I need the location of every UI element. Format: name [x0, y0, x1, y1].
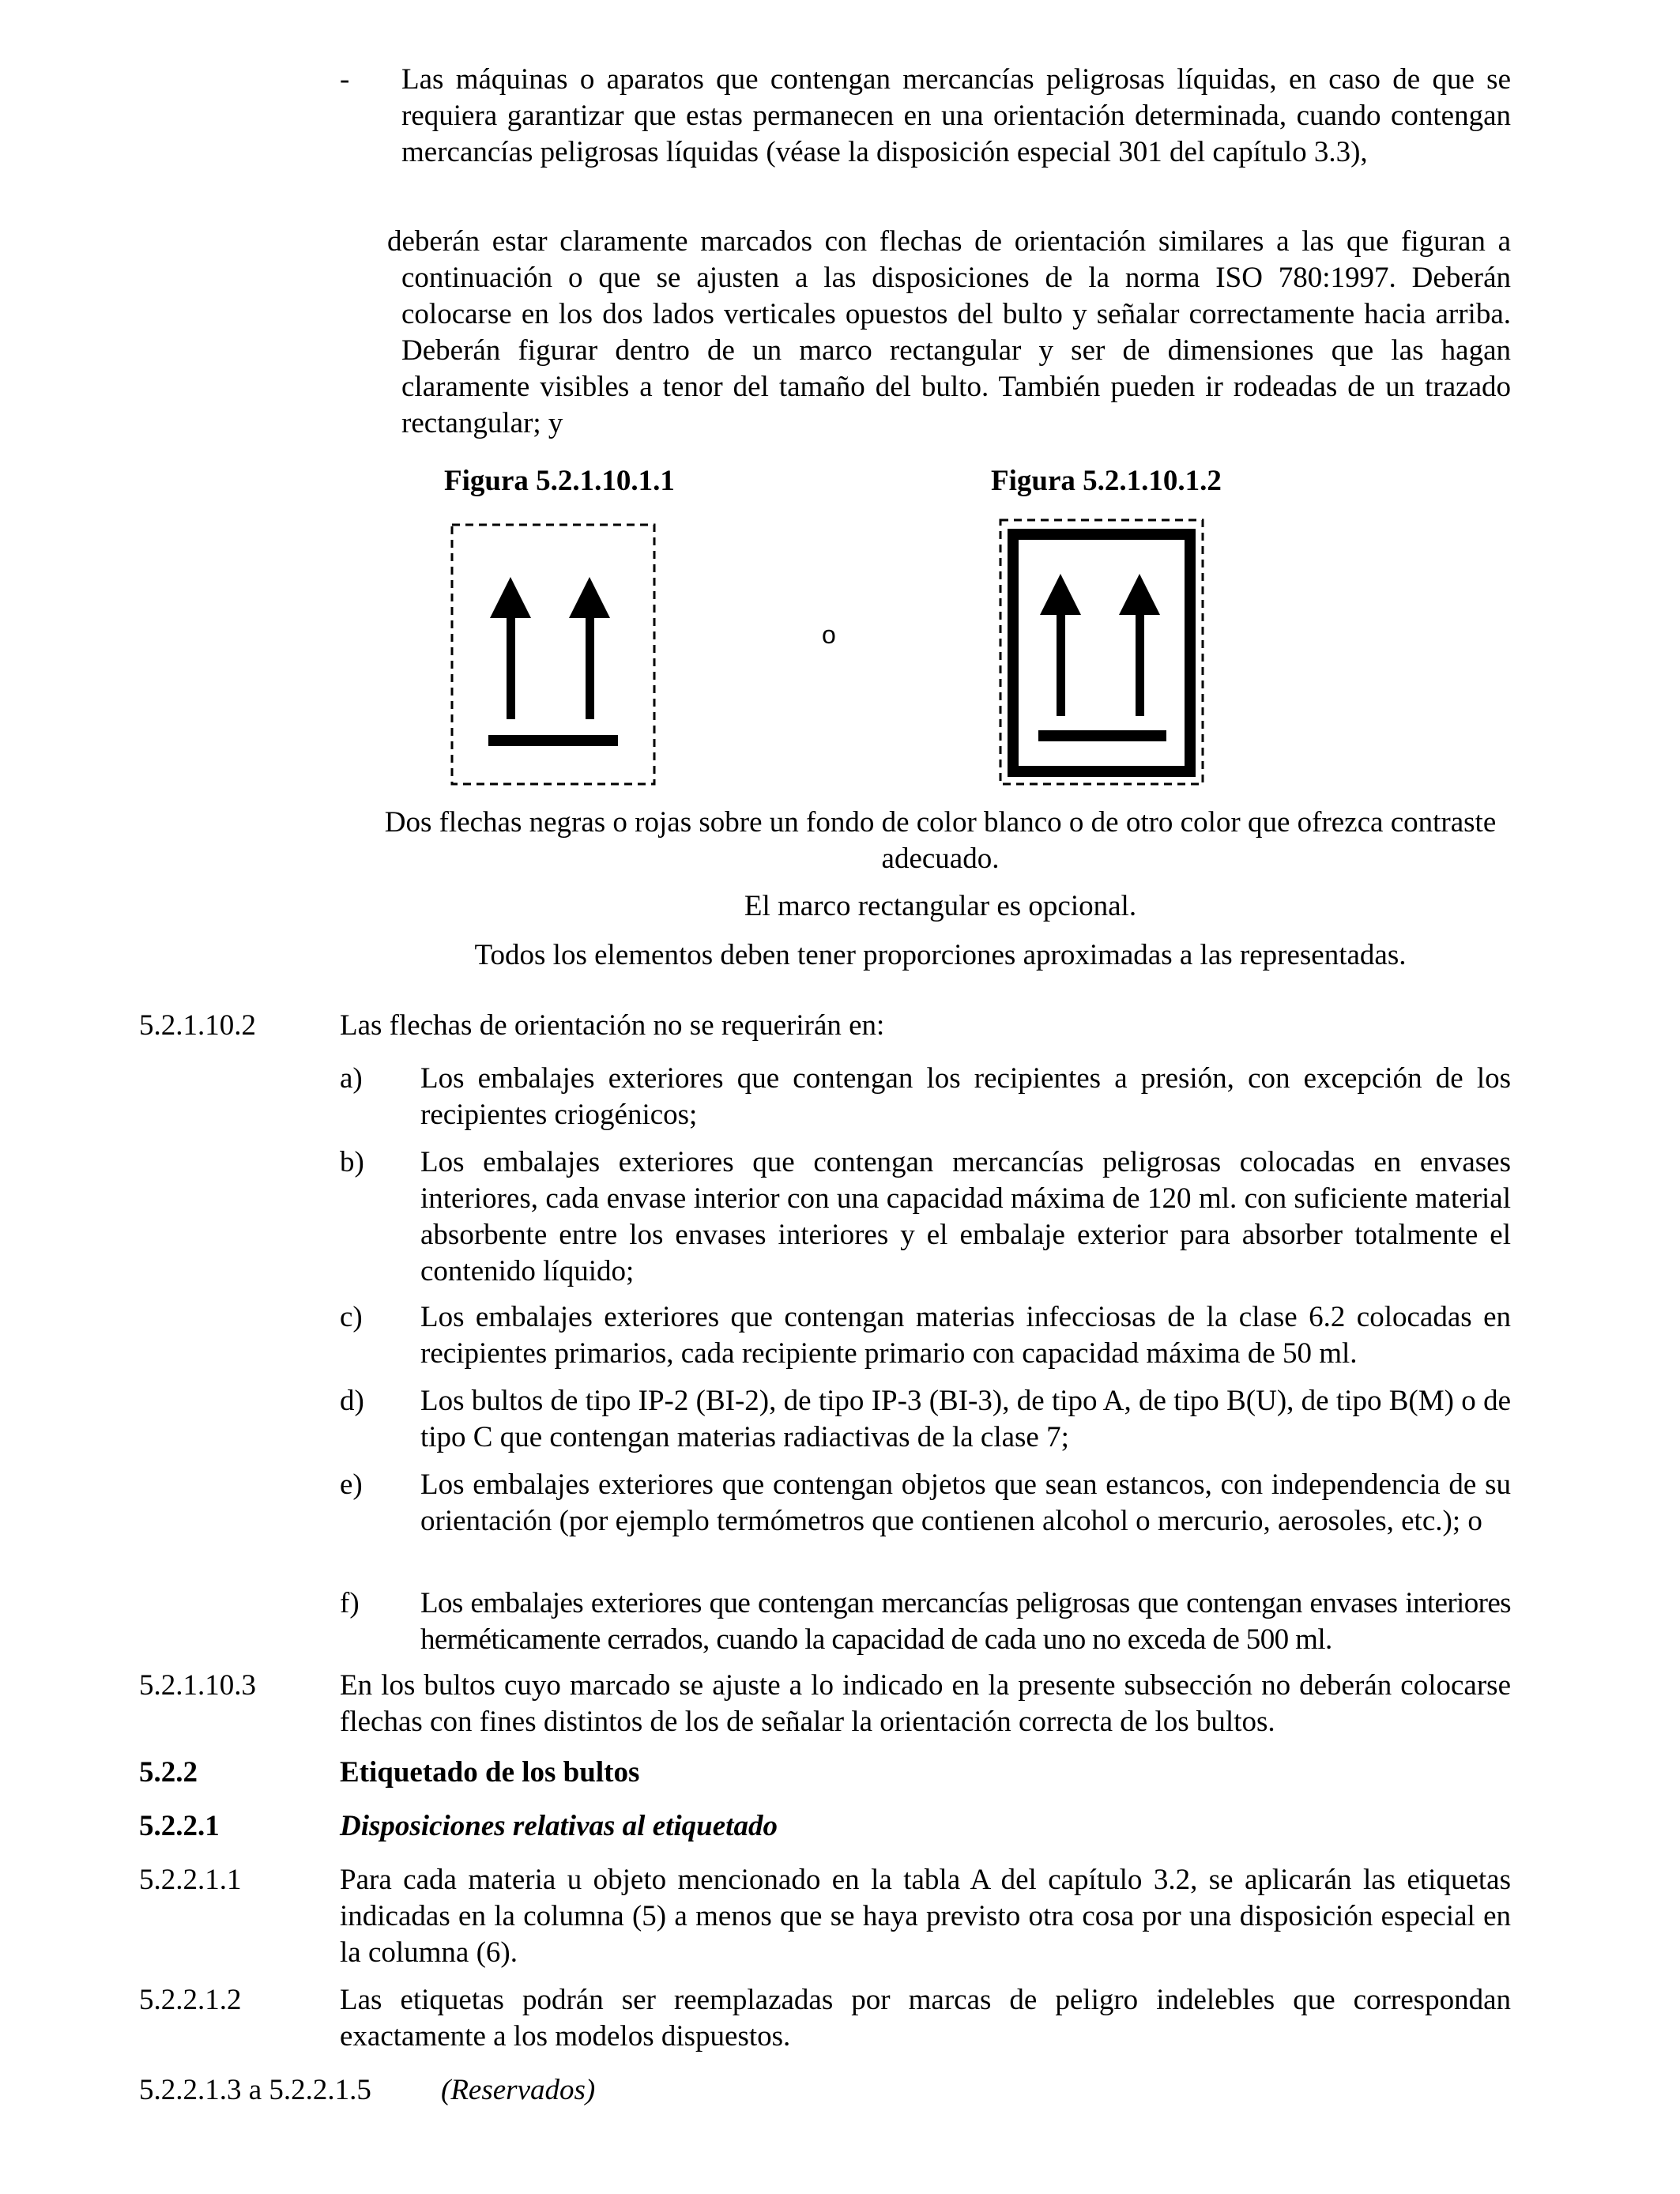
- subsection-heading: Disposiciones relativas al etiquetado: [340, 1810, 778, 1842]
- section-text: Las flechas de orientación no se requerirán en:: [340, 1009, 885, 1042]
- list-item-text: Los embalajes exteriores que contengan mercancías peligrosas que contengan envases interiores herméticamente cerrados, cuando la capacidad de cada uno no exceda de 500 ml.: [420, 1587, 1511, 1656]
- section-text: Las etiquetas podrán ser reemplazadas por marcas de peligro indelebles que correspondan exactamente a los modelos dispuestos.: [340, 1984, 1511, 2053]
- list-item-letter: b): [340, 1146, 364, 1178]
- figure-2-title: Figura 5.2.1.10.1.2: [991, 465, 1222, 497]
- section-number: 5.2.2.1.1: [139, 1864, 242, 1896]
- section-text: En los bultos cuyo marcado se ajuste a lo indicado en la presente subsección no deberán colocarse flechas con fines distintos de los de señalar la orientación correcta de los bultos.: [340, 1669, 1511, 1738]
- section-heading: Etiquetado de los bultos: [340, 1756, 640, 1789]
- section-text: Para cada materia u objeto mencionado en la tabla A del capítulo 3.2, se aplicarán las etiquetas indicadas en la columna (5) a menos que se haya previsto otra cosa por una disposición especial en la columna (6).: [340, 1864, 1511, 1969]
- list-item-letter: e): [340, 1468, 363, 1501]
- list-item-letter: d): [340, 1385, 364, 1417]
- section-number: 5.2.2.1.2: [139, 1984, 242, 2016]
- list-dash: -: [340, 63, 350, 96]
- section-number: 5.2.1.10.3: [139, 1669, 256, 1702]
- figure-1-orientation-arrows-icon: [449, 522, 657, 787]
- figure-caption-proportions: Todos los elementos deben tener proporciones aproximadas a las representadas.: [474, 939, 1407, 971]
- caption-colors-text: Dos flechas negras o rojas sobre un fondo de color blanco o de otro color que ofrezca contraste adecuado.: [384, 806, 1497, 875]
- section-number: 5.2.2: [139, 1756, 198, 1789]
- figure-caption-colors: [371, 805, 1509, 877]
- list-item-letter: a): [340, 1062, 363, 1095]
- list-item-text: Los embalajes exteriores que contengan los recipientes a presión, con excepción de los recipientes criogénicos;: [420, 1062, 1511, 1131]
- reserved-text: (Reservados): [441, 2074, 596, 2106]
- figure-separator: o: [822, 620, 836, 649]
- figure-caption-frame: El marco rectangular es opcional.: [744, 890, 1137, 922]
- list-item-text: Los embalajes exteriores que contengan materias infecciosas de la clase 6.2 colocadas en recipientes primarios, cada recipiente primario con capacidad máxima de 50 ml.: [420, 1301, 1511, 1370]
- orientation-arrows-text: deberán estar claramente marcados con flechas de orientación similares a las que figuran a continuación o que se ajusten a las disposiciones de la norma ISO 780:1997. Deberán colocarse en los dos lados verticales opuestos del bulto y señalar correctamente hacia arriba. Deberán figurar dentro de un marco rectangular y ser de dimensiones que las hagan claramente visibles a tenor del tamaño del bulto. También pueden ir rodeadas de un trazado rectangular; y: [387, 225, 1511, 439]
- list-item-text: Los bultos de tipo IP-2 (BI-2), de tipo IP-3 (BI-3), de tipo A, de tipo B(U), de tipo B(M) o de tipo C que contengan materias radiactivas de la clase 7;: [420, 1385, 1511, 1453]
- figure-1-title: Figura 5.2.1.10.1.1: [444, 465, 675, 497]
- list-item-text: Los embalajes exteriores que contengan objetos que sean estancos, con independencia de su orientación (por ejemplo termómetros que contienen alcohol o mercurio, aerosoles, etc.); o: [420, 1468, 1511, 1537]
- figure-2-orientation-arrows-framed-icon: [997, 517, 1206, 787]
- list-item-letter: f): [340, 1587, 360, 1619]
- dash-item-text: Las máquinas o aparatos que contengan mercancías peligrosas líquidas, en caso de que se requiera garantizar que estas permanecen en una orientación determinada, cuando contengan mercancías peligrosas líquidas (véase la disposición especial 301 del capítulo 3.3),: [401, 63, 1511, 168]
- section-number: 5.2.2.1: [139, 1810, 220, 1842]
- section-number: 5.2.2.1.3 a 5.2.2.1.5: [139, 2074, 371, 2106]
- orientation-arrows-paragraph: [387, 224, 1511, 442]
- list-item-letter: c): [340, 1301, 363, 1333]
- list-item-text: Los embalajes exteriores que contengan mercancías peligrosas colocadas en envases interiores, cada envase interior con una capacidad máxima de 120 ml. con suficiente material absorbente entre los envases interiores y el embalaje exterior para absorber totalmente el contenido líquido;: [420, 1146, 1511, 1287]
- section-number: 5.2.1.10.2: [139, 1009, 256, 1042]
